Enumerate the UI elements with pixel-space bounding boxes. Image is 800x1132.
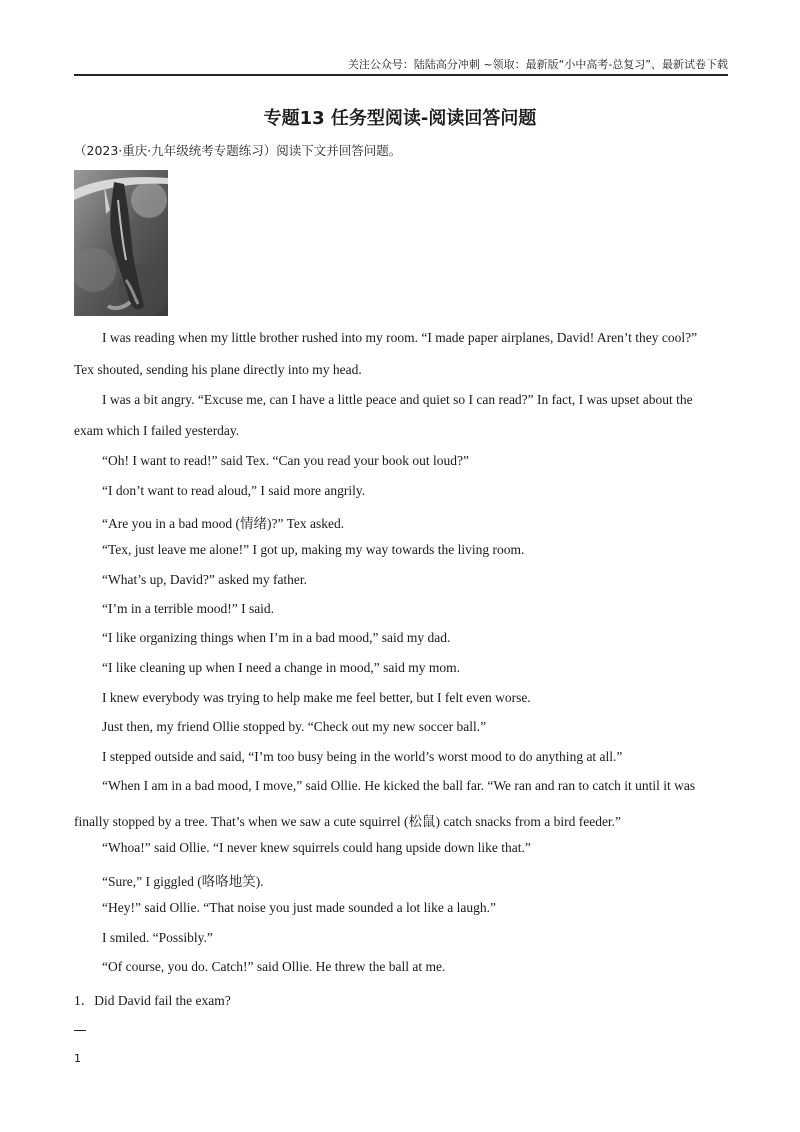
squirrel-hanging-photo-icon: [74, 170, 168, 316]
answer-blank-line[interactable]: [74, 1030, 86, 1031]
passage-paragraph: “Whoa!” said Ollie. “I never knew squirrels could hang upside down like that.”: [102, 840, 531, 855]
passage-paragraph: “When I am in a bad mood, I move,” said Ollie. He kicked the ball far. “We ran and ran to catch it until it was: [102, 778, 696, 793]
passage-paragraph: Tex shouted, sending his plane directly into my head.: [74, 362, 362, 377]
passage-paragraph: “I like cleaning up when I need a change in mood,” said my mom.: [102, 660, 461, 675]
passage-paragraph: I smiled. “Possibly.”: [102, 930, 213, 945]
page-header: 关注公众号：陆陆高分冲刺 ~领取：最新版“小中高考-总复习”、最新试卷下载: [74, 58, 728, 76]
passage-paragraph: “Sure,” I giggled (咯咯地笑).: [102, 874, 264, 889]
passage-paragraph: I stepped outside and said, “I’m too busy being in the world’s worst mood to do anything at all.”: [102, 749, 623, 764]
passage-paragraph: “Are you in a bad mood (情绪)?” Tex asked.: [102, 516, 345, 531]
source-line: （2023·重庆·九年级统考专题练习）阅读下文并回答问题。: [74, 143, 402, 158]
passage-paragraph: exam which I failed yesterday.: [74, 423, 240, 438]
passage-paragraph: “Tex, just leave me alone!” I got up, making my way towards the living room.: [102, 542, 525, 557]
passage-paragraph: “What’s up, David?” asked my father.: [102, 572, 308, 587]
passage-paragraph: “I’m in a terrible mood!” I said.: [102, 601, 275, 616]
passage-paragraph: “Of course, you do. Catch!” said Ollie. He threw the ball at me.: [102, 959, 446, 974]
question-1: 1．Did David fail the exam?: [74, 993, 231, 1008]
document-title: 专题13 任务型阅读-阅读回答问题: [263, 108, 537, 129]
passage-paragraph: “I like organizing things when I’m in a bad mood,” said my dad.: [102, 630, 451, 645]
passage-paragraph: finally stopped by a tree. That’s when we saw a cute squirrel (松鼠) catch snacks from a bird feeder.”: [74, 814, 622, 829]
passage-paragraph: “Hey!” said Ollie. “That noise you just made sounded a lot like a laugh.”: [102, 900, 497, 915]
page-number: 1: [74, 1052, 81, 1065]
passage-paragraph: Just then, my friend Ollie stopped by. “Check out my new soccer ball.”: [102, 719, 487, 734]
passage-paragraph: I knew everybody was trying to help make me feel better, but I felt even worse.: [102, 690, 531, 705]
passage-paragraph: I was reading when my little brother rushed into my room. “I made paper airplanes, David! Aren’t they cool?”: [102, 330, 698, 345]
passage-paragraph: I was a bit angry. “Excuse me, can I have a little peace and quiet so I can read?” In fact, I was upset about the: [102, 392, 693, 407]
passage-paragraph: “I don’t want to read aloud,” I said more angrily.: [102, 483, 366, 498]
passage-paragraph: “Oh! I want to read!” said Tex. “Can you read your book out loud?”: [102, 453, 469, 468]
